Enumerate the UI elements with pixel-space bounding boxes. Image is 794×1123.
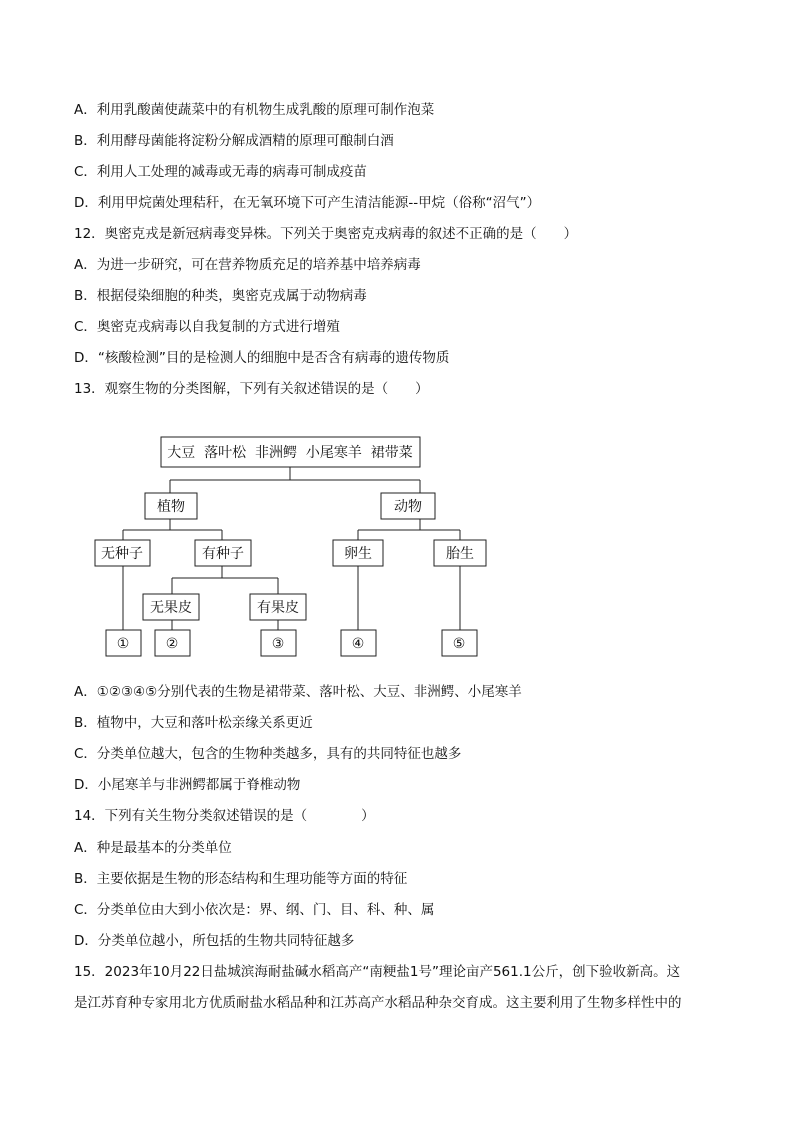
leaf-label-3: ③	[271, 636, 285, 652]
leaf-label-4: ④	[351, 636, 365, 652]
q14-option-b: B．主要依据是生物的形态结构和生理功能等方面的特征	[74, 871, 408, 887]
q14-option-d: D．分类单位越小，所包括的生物共同特征越多	[74, 933, 355, 949]
q15-stem-line1: 15．2023年10月22日盐城滨海耐盐碱水稻高产“南粳盐1号”理论亩产561.1公斤，创下验收新高。这	[74, 964, 681, 980]
no-pericarp-label: 无果皮	[150, 600, 192, 616]
q12-option-d: D．“核酸检测”目的是检测人的细胞中是否含有病毒的遗传物质	[74, 350, 450, 366]
no-seed-label: 无种子	[101, 546, 143, 562]
viviparous-label: 胎生	[446, 546, 474, 562]
oviparous-label: 卵生	[344, 546, 372, 562]
has-seed-label: 有种子	[202, 546, 244, 562]
q14-option-a: A．种是最基本的分类单位	[74, 840, 232, 856]
root-label: 大豆 落叶松 非洲鳄 小尾寒羊 裙带菜	[167, 445, 413, 461]
q14-stem: 14．下列有关生物分类叙述错误的是（ ）	[74, 808, 375, 824]
q11-option-b: B．利用酵母菌能将淀粉分解成酒精的原理可酿制白酒	[74, 133, 394, 149]
q11-option-d: D．利用甲烷菌处理秸秆，在无氧环境下可产生清洁能源--甲烷（俗称“沼气”）	[74, 195, 541, 211]
q13-option-b: B．植物中，大豆和落叶松亲缘关系更近	[74, 715, 313, 731]
animal-label: 动物	[394, 499, 422, 515]
q15-stem-line2: 是江苏育种专家用北方优质耐盐水稻品种和江苏高产水稻品种杂交育成。这主要利用了生物多样性中的	[74, 995, 682, 1011]
leaf-label-1: ①	[116, 636, 130, 652]
q13-option-c: C．分类单位越大，包含的生物种类越多，具有的共同特征也越多	[74, 746, 462, 762]
leaf-label-2: ②	[165, 636, 179, 652]
q12-option-b: B．根据侵染细胞的种类，奥密克戎属于动物病毒	[74, 288, 367, 304]
q12-option-a: A．为进一步研究，可在营养物质充足的培养基中培养病毒	[74, 257, 421, 273]
q12-option-c: C．奥密克戎病毒以自我复制的方式进行增殖	[74, 319, 340, 335]
q11-option-c: C．利用人工处理的减毒或无毒的病毒可制成疫苗	[74, 164, 367, 180]
q13-stem: 13．观察生物的分类图解，下列有关叙述错误的是（ ）	[74, 381, 429, 397]
plant-label: 植物	[157, 499, 185, 515]
q12-stem: 12．奥密克戎是新冠病毒变异株。下列关于奥密克戎病毒的叙述不正确的是（ ）	[74, 226, 578, 242]
leaf-label-5: ⑤	[452, 636, 466, 652]
q13-option-a: A．①②③④⑤分别代表的生物是裙带菜、落叶松、大豆、非洲鳄、小尾寒羊	[74, 684, 522, 700]
q13-option-d: D．小尾寒羊与非洲鳄都属于脊椎动物	[74, 777, 301, 793]
has-pericarp-label: 有果皮	[257, 600, 299, 616]
q14-option-c: C．分类单位由大到小依次是：界、纲、门、目、科、种、属	[74, 902, 435, 918]
q11-option-a: A．利用乳酸菌使蔬菜中的有机物生成乳酸的原理可制作泡菜	[74, 102, 435, 118]
